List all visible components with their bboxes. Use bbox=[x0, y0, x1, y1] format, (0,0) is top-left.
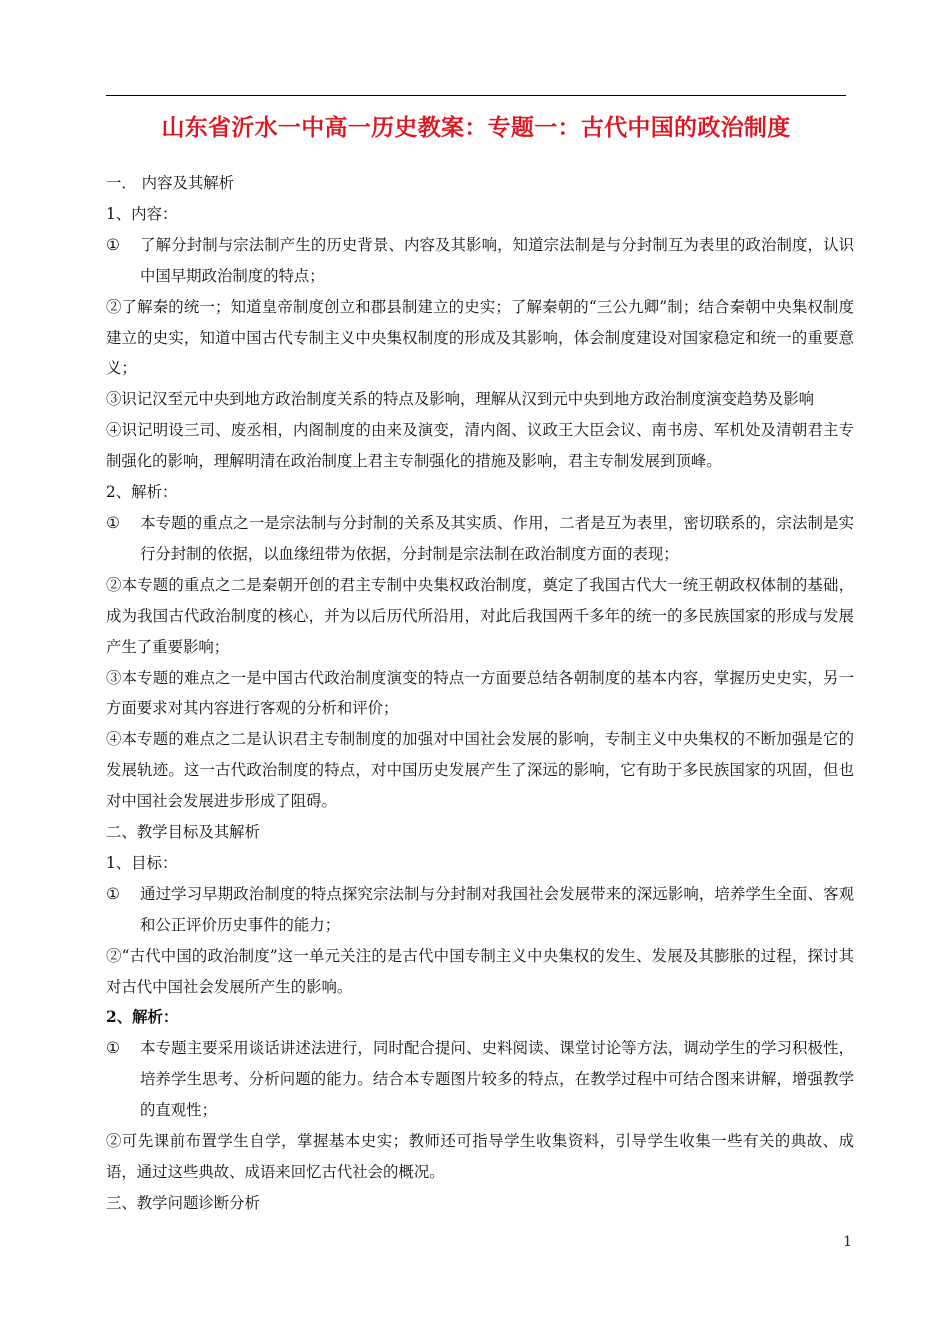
goal-item-2: ②“古代中国的政治制度”这一单元关注的是古代中国专制主义中央集权的发生、发展及其膨胀的过程，探讨其对古代中国社会发展所产生的影响。 bbox=[106, 946, 854, 996]
section-heading-2: 二、教学目标及其解析 bbox=[106, 823, 260, 842]
subheading-goals: 1、目标： bbox=[106, 853, 178, 872]
section-heading-3: 三、教学问题诊断分析 bbox=[106, 1193, 260, 1212]
content-item-1 bbox=[106, 230, 854, 292]
item-text: 了解分封制与宗法制产生的历史背景、内容及其影响，知道宗法制是与分封制互为表里的政治制度，认识中国早期政治制度的特点； bbox=[140, 235, 854, 285]
item-number: ① bbox=[106, 235, 120, 254]
page-number: 1 bbox=[843, 1234, 852, 1250]
subheading-method-analysis: 2、解析： bbox=[106, 1008, 179, 1027]
goal-item-1 bbox=[106, 879, 854, 941]
item-text: 本专题主要采用谈话讲述法进行，同时配合提问、史料阅读、课堂讨论等方法，调动学生的学习积极性，培养学生思考、分析问题的能力。结合本专题图片较多的特点，在教学过程中可结合图来讲解，增强教学的直观性； bbox=[140, 1039, 854, 1120]
document-body bbox=[106, 168, 854, 1219]
method-item-2: ②可先课前布置学生自学，掌握基本史实；教师还可指导学生收集资料，引导学生收集一些有关的典故、成语，通过这些典故、成语来回忆古代社会的概况。 bbox=[106, 1132, 854, 1181]
analysis-item-3: ③本专题的难点之一是中国古代政治制度演变的特点一方面要总结各朝制度的基本内容，掌握历史史实，另一方面要求对其内容进行客观的分析和评价； bbox=[106, 668, 854, 718]
analysis-item-1 bbox=[106, 508, 854, 570]
subheading-analysis: 2、解析： bbox=[106, 483, 178, 502]
section-heading-1: 一． 内容及其解析 bbox=[106, 174, 235, 192]
document-title: 山东省沂水一中高一历史教案：专题一：古代中国的政治制度 bbox=[161, 115, 791, 141]
item-text: 通过学习早期政治制度的特点探究宗法制与分封制对我国社会发展带来的深远影响，培养学生全面、客观和公正评价历史事件的能力； bbox=[140, 884, 854, 934]
subheading-content: 1、内容： bbox=[106, 204, 178, 223]
analysis-item-2: ②本专题的重点之二是秦朝开创的君主专制中央集权政治制度，奠定了我国古代大一统王朝政权体制的基础，成为我国古代政治制度的核心，并为以后历代所沿用，对此后我国两千多年的统一的多民族国家的形成与发展产生了重要影响； bbox=[106, 575, 854, 656]
header-rule bbox=[106, 95, 846, 96]
item-number: ① bbox=[106, 884, 120, 903]
item-number: ① bbox=[106, 1039, 120, 1058]
content-item-4: ④识记明设三司、废丞相，内阁制度的由来及演变，清内阁、议政王大臣会议、南书房、军机处及清朝君主专制强化的影响，理解明清在政治制度上君主专制强化的措施及影响，君主专制发展到顶峰。 bbox=[106, 421, 854, 471]
item-text: 本专题的重点之一是宗法制与分封制的关系及其实质、作用，二者是互为表里，密切联系的，宗法制是实行分封制的依据，以血缘纽带为依据，分封制是宗法制在政治制度方面的表现； bbox=[140, 513, 854, 563]
item-number: ① bbox=[106, 513, 120, 532]
content-item-2: ②了解秦的统一；知道皇帝制度创立和郡县制建立的史实；了解秦朝的“三公九卿”制；结合秦朝中央集权制度建立的史实，知道中国古代专制主义中央集权制度的形成及其影响，体会制度建设对国家稳定和统一的重要意义； bbox=[106, 297, 854, 378]
method-item-1 bbox=[106, 1033, 854, 1126]
analysis-item-4: ④本专题的难点之二是认识君主专制制度的加强对中国社会发展的影响，专制主义中央集权的不断加强是它的发展轨迹。这一古代政治制度的特点，对中国历史发展产生了深远的影响，它有助于多民族国家的巩固，但也对中国社会发展进步形成了阻碍。 bbox=[106, 730, 854, 811]
content-item-3: ③识记汉至元中央到地方政治制度关系的特点及影响，理解从汉到元中央到地方政治制度演变趋势及影响 bbox=[106, 390, 814, 409]
